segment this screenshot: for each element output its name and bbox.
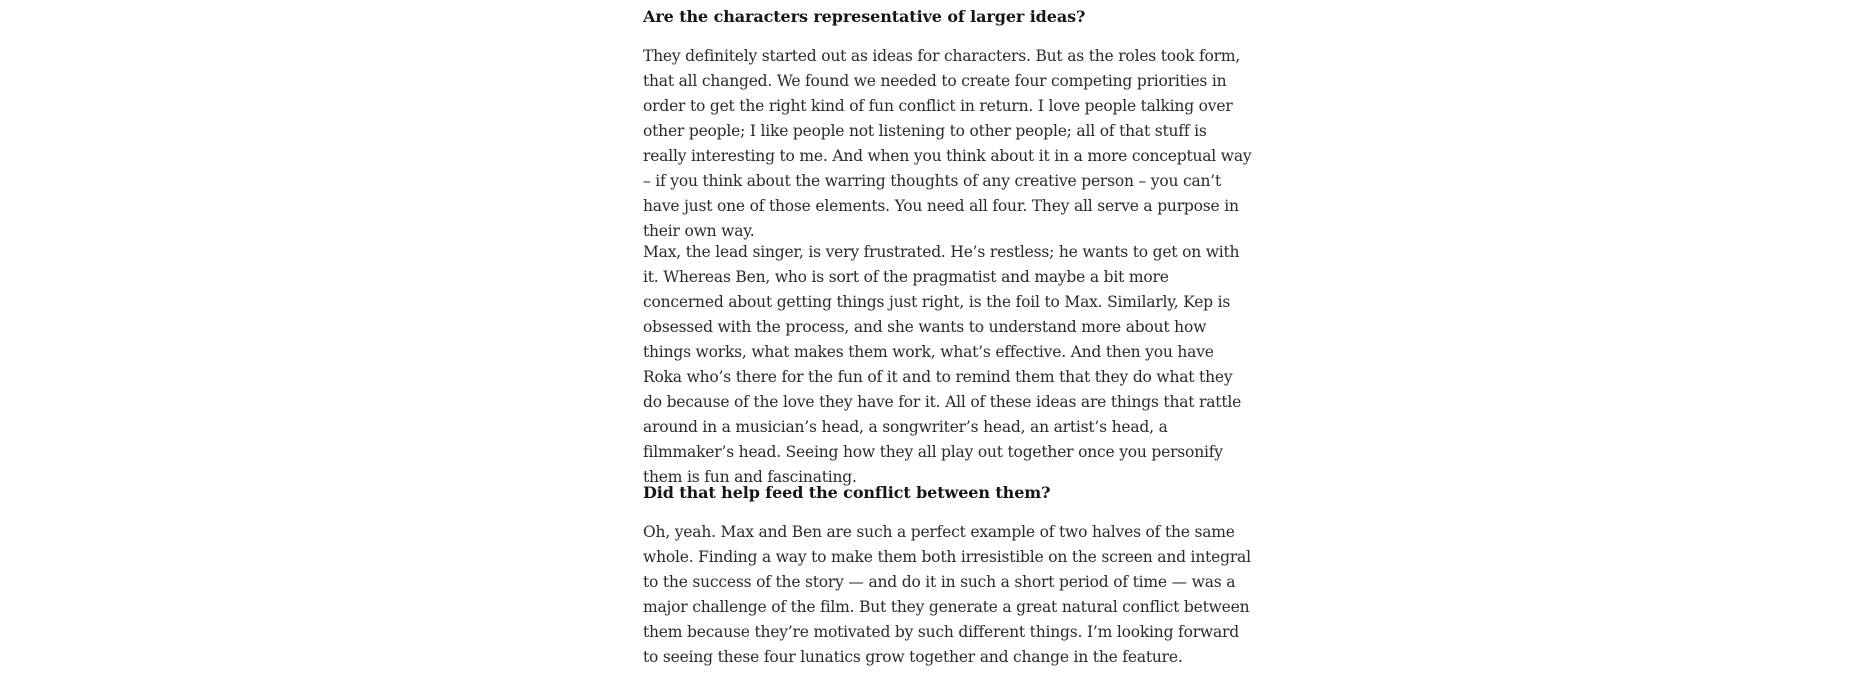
interview-question: Are the characters representative of larger ideas? <box>643 7 1086 26</box>
answer-paragraph: They definitely started out as ideas for characters. But as the roles took form, that all changed. We found we needed to create four competing priorities in order to get the right kind of fun conflict in return. I love people talking over other people; I like people not listening to other people; all of that stuff is really interesting to me. And when you think about it in a more conceptual way – if you think about the warring thoughts of any creative person – you can’t have just one of those elements. You need all four. They all serve a purpose in their own way. <box>643 47 1252 240</box>
interview-question: Did that help feed the conflict between them? <box>643 483 1051 502</box>
answer-paragraph: Max, the lead singer, is very frustrated. He’s restless; he wants to get on with it. Whereas Ben, who is sort of the pragmatist and maybe a bit more concerned about getting things just right, is the foil to Max. Similarly, Kep is obsessed with the process, and she wants to understand more about how things works, what makes them work, what’s effective. And then you have Roka who’s there for the fun of it and to remind them that they do what they do because of the love they have for it. All of these ideas are things that rattle around in a musician’s head, a songwriter’s head, an artist’s head, a filmmaker’s head. Seeing how they all play out together once you personify them is fun and fascinating. <box>643 243 1242 486</box>
answer-paragraph: Oh, yeah. Max and Ben are such a perfect example of two halves of the same whole. Finding a way to make them both irresistible on the screen and integral to the success of the story — and do it in such a short period of time — was a major challenge of the film. But they generate a great natural conflict between them because they’re motivated by such different things. I’m looking forward to seeing these four lunatics grow together and change in the feature. <box>643 523 1251 666</box>
